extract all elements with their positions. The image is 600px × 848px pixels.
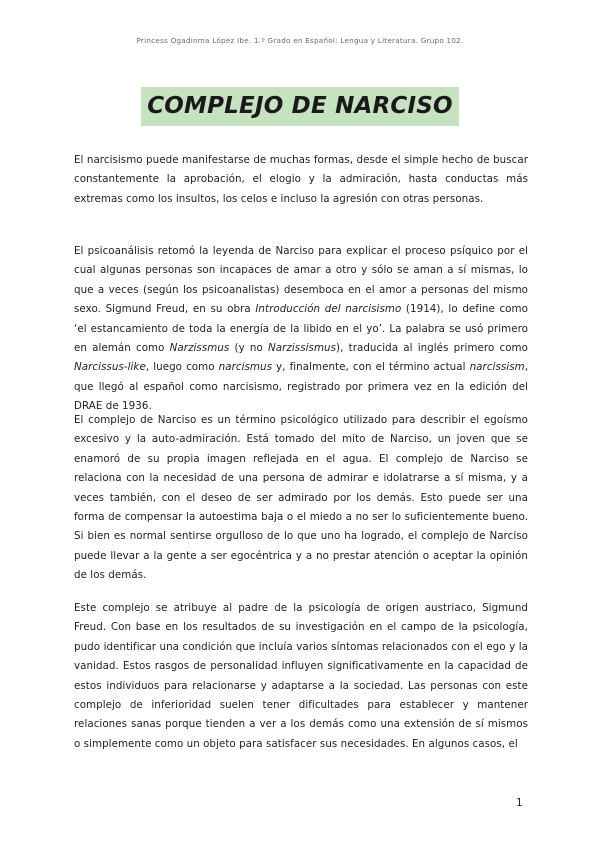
term-italic: narcismus — [218, 361, 272, 374]
paragraph-1: El narcisismo puede manifestarse de muchas formas, desde el simple hecho de buscar constantemente la aprobación, el elogio y la admiración, hasta conductas más extremas como los insultos, los celos e incluso la agresión con otras personas. — [74, 154, 528, 205]
paragraph-2-text: , que llegó al español como narcisismo, registrado por primera vez en la edición del DRAE de 1936. — [74, 361, 529, 413]
paragraph-2-text: (y no — [229, 342, 269, 355]
document-title: COMPLEJO DE NARCISO — [141, 87, 459, 126]
term-italic: narcissism — [469, 361, 525, 374]
paragraph-4: Este complejo se atribuye al padre de la psicología de origen austriaco, Sigmund Freud. Con base en los resultados de su investigación en el campo de la psicología, pudo identificar una condición que incluía varios síntomas relacionados con el ego y la vanidad. Estos rasgos de personalidad influyen significativamente en la capacidad de estos individuos para relacionarse y adaptarse a la sociedad. Las personas con este complejo de inferioridad suelen tener dificultades para establecer y mantener relaciones sanas porque tienden a ver a los demás como una extensión de sí mismos o simplemente como un objeto para satisfacer sus necesidades. En algunos casos, el — [74, 602, 528, 750]
title-container — [0, 87, 600, 126]
document-body — [74, 151, 528, 767]
term-italic: Narcissus-like — [74, 361, 146, 374]
term-italic: Narzissismus — [268, 342, 337, 355]
page-number: 1 — [516, 797, 523, 809]
paragraph-2-text: y, finalmente, con el término actual — [271, 361, 470, 374]
page-header: Princess Ogadinma López Ibe. 1.º Grado en Español: Lengua y Literatura. Grupo 102. — [136, 36, 464, 45]
book-title-italic: Introducción del narcisismo — [255, 303, 402, 316]
paragraph-3: El complejo de Narciso es un término psicológico utilizado para describir el egoísmo excesivo y la auto-admiración. Está tomado del mito de Narciso, un joven que se enamoró de su propia imagen reflejada en el agua. El complejo de Narciso se relaciona con la necesidad de una persona de admirar e idolatrarse a sí misma, y a veces también, con el deseo de ser admirado por los demás. Esto puede ser una forma de compensar la autoestima baja o el miedo a no ser lo suficientemente bueno. Si bien es normal sentirse orgulloso de lo que uno ha logrado, el complejo de Narciso puede llevar a la gente a ser egocéntrica y a no prestar atención o aceptar la opinión de los demás. — [74, 414, 528, 582]
term-italic: Narzissmus — [169, 342, 230, 355]
paragraph-2-text: ), traducida al inglés primero como — [336, 342, 528, 355]
paragraph-2-text: El psicoanálisis retomó la leyenda de Narciso para explicar el proceso psíquico por el cual algunas personas son incapaces de amar a otro y sólo se aman a sí mismas, lo que a veces (según los psicoanalistas) desemboca en el amor a personas del mismo sexo. Sigmund Freud, en su obra — [74, 245, 528, 316]
paragraph-2-text: , luego como — [145, 361, 219, 374]
paragraph-2 — [74, 242, 529, 413]
paragraph-2-text: (1914), lo define como ‘el estancamiento de toda la energía de la libido en el yo’. La palabra se usó primero en alemán como — [74, 303, 528, 355]
